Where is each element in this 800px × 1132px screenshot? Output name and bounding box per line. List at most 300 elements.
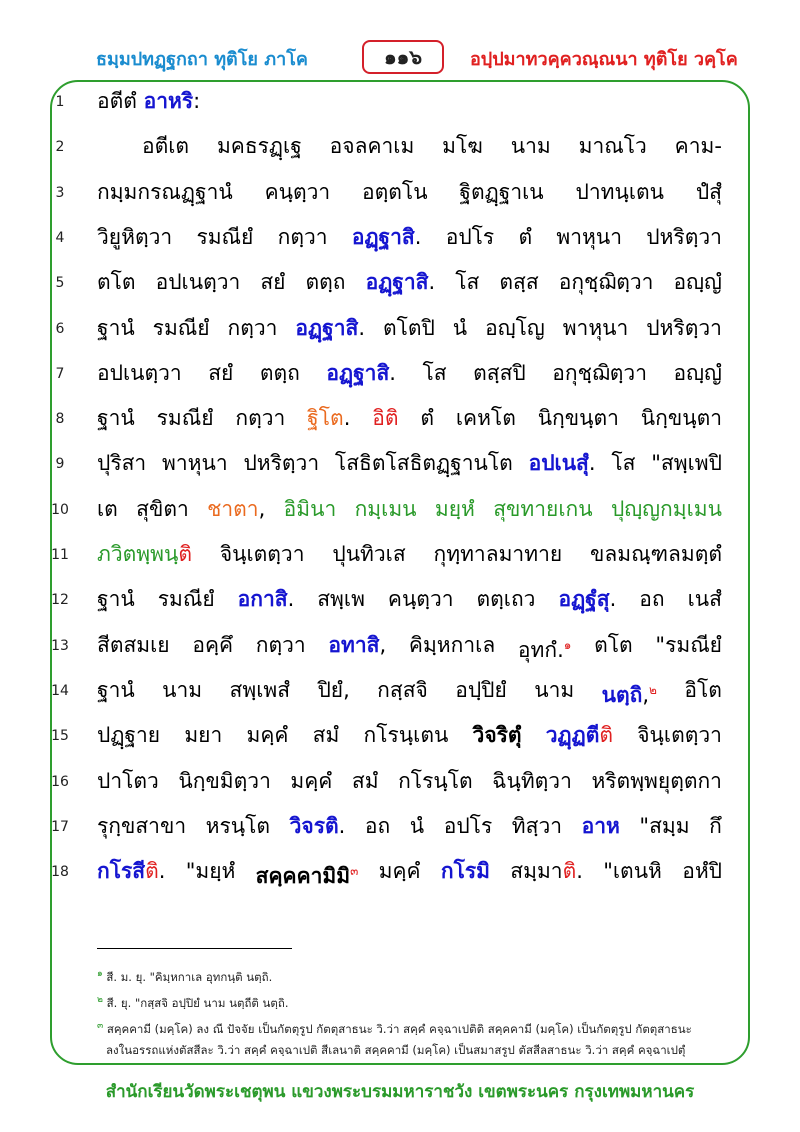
word-segment: อทาสิ bbox=[328, 632, 380, 657]
word-segment: ชาตา bbox=[207, 496, 259, 521]
word bbox=[220, 539, 305, 569]
word bbox=[238, 584, 295, 614]
word-segment: เคหโต bbox=[455, 406, 516, 431]
word-segment: อาหริ bbox=[143, 89, 194, 113]
word-segment: ปาทนฺเตน bbox=[575, 179, 664, 204]
word bbox=[688, 584, 722, 614]
word-segment: ตํ bbox=[420, 406, 434, 431]
word-segment: นาม bbox=[534, 677, 575, 702]
footnote-text: สี. ยุ. "กสฺสจิ อปฺปิยํ นาม นตฺถีติ นตฺถิ. bbox=[106, 995, 289, 1010]
footnote-rule bbox=[97, 948, 292, 949]
word-segment: วิจริตุํ bbox=[472, 723, 522, 748]
word bbox=[377, 675, 428, 710]
word-segment: กมฺเมน bbox=[354, 496, 417, 521]
word-segment: อฏฺฐาสิ bbox=[365, 270, 429, 295]
line-text bbox=[97, 720, 722, 750]
word bbox=[559, 267, 654, 297]
word bbox=[646, 313, 722, 343]
word-segment: ปหริตฺวา bbox=[646, 224, 722, 249]
word-segment: กสฺสจิ bbox=[377, 677, 428, 702]
word bbox=[409, 630, 495, 665]
word bbox=[611, 494, 722, 524]
word-segment: โส bbox=[455, 270, 480, 295]
word-segment: อหํปิ bbox=[682, 859, 722, 884]
word-segment: อญฺญํ bbox=[673, 270, 722, 295]
word bbox=[243, 448, 319, 478]
word-segment: มยฺหํ bbox=[434, 496, 475, 521]
word-segment: , bbox=[642, 682, 650, 707]
word-segment: ตโต bbox=[97, 270, 136, 295]
word bbox=[534, 675, 574, 710]
word-segment: คนฺตฺวา bbox=[264, 179, 331, 204]
word bbox=[602, 675, 657, 710]
word bbox=[192, 630, 233, 665]
word bbox=[235, 403, 285, 433]
word bbox=[153, 313, 210, 343]
word-segment: . bbox=[428, 270, 436, 295]
word-segment: อกุชฺฌิตฺวา bbox=[558, 270, 654, 295]
word-segment: "รมณียํ bbox=[655, 632, 722, 657]
word-segment: โสธิตโสธิตฏฺฐานโต bbox=[334, 451, 513, 476]
word-segment: สมํ bbox=[312, 723, 340, 748]
word-segment: คนฺตฺวา bbox=[387, 587, 454, 612]
word bbox=[682, 856, 722, 891]
footnote-text: สคฺคคามี (มคฺโค) ลง ณี ปัจจัย เป็นกัตตุรูป กัตตุสาธนะ วิ.ว่า สคฺคํ คจฺฉาเปติติ สคฺคคามี (มคฺโค) เป็นกัตตุรูป กัตตุสาธนะ bbox=[106, 1021, 692, 1036]
text-line bbox=[0, 313, 800, 343]
word-segment: โส bbox=[422, 360, 447, 385]
footnote-mark: ๓ bbox=[97, 1021, 104, 1031]
text-line bbox=[0, 539, 800, 569]
word bbox=[473, 358, 526, 388]
word bbox=[97, 494, 118, 524]
word bbox=[97, 720, 160, 750]
line-number: 1 bbox=[55, 94, 65, 110]
word-segment: นตฺถิ bbox=[601, 682, 643, 707]
word-segment: สยํ bbox=[260, 270, 286, 295]
word-segment: อฏฺฐํสุ bbox=[558, 587, 610, 612]
word bbox=[684, 675, 722, 710]
word-segment: คาม- bbox=[674, 134, 722, 159]
footnote-1 bbox=[97, 966, 272, 987]
footnote-text: สี. ม. ยุ. "คิมฺหกาเล อุทกนฺติ นตฺถิ. bbox=[106, 969, 273, 984]
word bbox=[186, 856, 236, 891]
word-segment: อตีเต bbox=[142, 134, 190, 159]
word bbox=[423, 358, 447, 388]
word bbox=[260, 267, 285, 297]
word bbox=[441, 856, 490, 891]
word bbox=[590, 539, 722, 569]
word-segment: อจลคาเม bbox=[329, 134, 415, 159]
word bbox=[260, 358, 300, 388]
word bbox=[265, 177, 331, 207]
word-segment: สคฺคคามิมิ bbox=[255, 864, 351, 889]
word-segment: , bbox=[379, 632, 387, 657]
text-line bbox=[0, 630, 800, 660]
text-line bbox=[0, 494, 800, 524]
line-text bbox=[97, 539, 722, 569]
word bbox=[552, 358, 647, 388]
line-text bbox=[97, 358, 722, 388]
line-text bbox=[97, 494, 722, 524]
word-segment: อถ bbox=[639, 587, 665, 612]
word-segment: ตโตปิ bbox=[382, 315, 435, 340]
word bbox=[295, 313, 365, 343]
footnote-mark: ๒ bbox=[97, 995, 103, 1005]
footnote-ref: ๒ bbox=[649, 682, 657, 697]
word-segment: พาหุนา bbox=[556, 224, 623, 249]
word-segment: โส bbox=[611, 451, 636, 476]
word-segment: อถ bbox=[364, 813, 391, 838]
word bbox=[144, 89, 201, 113]
text-line bbox=[0, 358, 800, 388]
word-segment: หริตพฺพยุตฺตกา bbox=[591, 768, 722, 793]
word-segment: อปเนตฺวา bbox=[97, 360, 182, 385]
word bbox=[142, 131, 189, 161]
word bbox=[442, 131, 483, 161]
word bbox=[256, 630, 306, 665]
word bbox=[446, 222, 495, 252]
word-segment: กตฺวา bbox=[255, 632, 306, 657]
footnote-2 bbox=[97, 992, 288, 1013]
line-text bbox=[97, 86, 722, 116]
line-number: 12 bbox=[51, 592, 69, 609]
word-segment: อปโร bbox=[445, 224, 495, 249]
line-text bbox=[97, 448, 722, 478]
word bbox=[511, 131, 551, 161]
word bbox=[499, 267, 538, 297]
text-line bbox=[0, 222, 800, 252]
text-line bbox=[0, 584, 800, 614]
word bbox=[355, 494, 417, 524]
word-segment: จินฺเตตฺวา bbox=[219, 542, 305, 566]
word bbox=[637, 720, 722, 750]
word-segment: : bbox=[193, 89, 201, 113]
word-segment: ฐานํ bbox=[97, 587, 135, 612]
word bbox=[455, 267, 479, 297]
word bbox=[208, 358, 233, 388]
word bbox=[365, 811, 390, 841]
word bbox=[651, 448, 722, 478]
word-segment: ฐิโต bbox=[307, 406, 344, 431]
word-segment: ตสฺส bbox=[499, 270, 539, 295]
word bbox=[230, 675, 291, 710]
word bbox=[97, 267, 136, 297]
text-line bbox=[0, 448, 800, 478]
word-segment: กึ bbox=[709, 813, 722, 838]
word-segment: กตฺวา bbox=[227, 315, 278, 340]
word-segment: ตตฺถ bbox=[305, 270, 346, 295]
word bbox=[563, 313, 629, 343]
word bbox=[156, 267, 241, 297]
word-segment: อปฺปิยํ bbox=[455, 677, 507, 702]
line-number: 3 bbox=[55, 184, 65, 201]
word bbox=[435, 494, 475, 524]
word-segment: ตโต bbox=[594, 632, 633, 657]
text-line bbox=[0, 766, 800, 796]
footer-institution: สำนักเรียนวัดพระเชตุพน แขวงพระบรมมหาราชวัง เขตพระนคร กรุงเทพมหานคร bbox=[105, 1082, 695, 1102]
word-segment: มาณโว bbox=[578, 134, 647, 159]
word bbox=[364, 720, 449, 750]
word-segment: มยา bbox=[184, 723, 223, 748]
word-segment: อฏฺฐาสิ bbox=[326, 360, 390, 385]
line-text bbox=[97, 856, 722, 891]
word-segment: "สมฺม bbox=[639, 813, 690, 838]
word-segment: สมฺมา bbox=[510, 859, 563, 884]
word-segment: รมณียํ bbox=[156, 406, 214, 431]
word bbox=[328, 630, 386, 665]
word bbox=[674, 358, 722, 388]
word bbox=[493, 494, 592, 524]
word bbox=[388, 584, 454, 614]
word bbox=[434, 539, 563, 569]
word-segment: คิมฺหกาเล bbox=[408, 632, 496, 657]
word-segment: อปเนสุํ bbox=[528, 451, 589, 476]
header-left-title: ธมฺมปทฏฺฐกถา ทุติโย ภาโค bbox=[96, 49, 308, 70]
word bbox=[217, 131, 302, 161]
line-text bbox=[97, 675, 722, 710]
word bbox=[97, 177, 233, 207]
word-segment: อาห bbox=[581, 813, 620, 838]
word-segment: สพฺเพ bbox=[317, 587, 365, 612]
word-segment: สีตสมเย bbox=[97, 632, 170, 657]
word bbox=[313, 720, 340, 750]
word-segment: นํ bbox=[409, 813, 425, 838]
line-number: 9 bbox=[55, 456, 65, 473]
word-segment: . bbox=[287, 587, 295, 612]
word bbox=[335, 448, 513, 478]
text-line bbox=[0, 177, 800, 207]
word-segment: ฐานํ bbox=[97, 677, 135, 702]
word bbox=[529, 448, 596, 478]
word-segment: นิกฺขมิตฺวา bbox=[178, 768, 271, 793]
text-line bbox=[0, 811, 800, 841]
line-text bbox=[97, 403, 722, 433]
word bbox=[307, 403, 350, 433]
word-segment: สุขทายเกน bbox=[493, 496, 593, 521]
word bbox=[196, 222, 253, 252]
word bbox=[444, 811, 493, 841]
word-segment: . bbox=[158, 859, 166, 884]
word-segment: "สพฺเพปิ bbox=[651, 451, 722, 476]
word bbox=[162, 675, 202, 710]
word-segment: . bbox=[414, 224, 422, 249]
word-segment: . bbox=[609, 587, 617, 612]
word bbox=[97, 313, 135, 343]
line-number: 5 bbox=[55, 275, 65, 292]
word bbox=[330, 131, 415, 161]
word bbox=[477, 584, 536, 614]
word-segment: ปหริตฺวา bbox=[243, 451, 320, 476]
word-segment: ติ bbox=[562, 859, 577, 884]
text-line bbox=[0, 403, 800, 433]
word-segment: จินฺเตตฺวา bbox=[637, 723, 722, 748]
line-number: 10 bbox=[51, 501, 69, 518]
word-segment: นิกฺขนฺตา bbox=[640, 406, 722, 431]
word bbox=[655, 630, 722, 665]
word bbox=[512, 811, 562, 841]
line-number: 11 bbox=[51, 547, 69, 563]
word-segment: รุกฺขสาขา bbox=[97, 813, 187, 838]
text-line bbox=[0, 675, 800, 705]
word-segment: กโรสี bbox=[97, 859, 146, 884]
word bbox=[579, 131, 647, 161]
word-segment: มโฆ bbox=[442, 134, 483, 159]
word-segment: อิมินา bbox=[283, 496, 337, 521]
text-line bbox=[0, 267, 800, 297]
word bbox=[97, 766, 159, 796]
word bbox=[510, 856, 583, 891]
word-segment: . bbox=[343, 406, 351, 431]
word bbox=[639, 811, 689, 841]
word bbox=[206, 811, 270, 841]
word-segment: มคฺคํ bbox=[246, 723, 289, 748]
word-segment: มคธรฏฺเฐ bbox=[216, 134, 302, 159]
line-text bbox=[97, 584, 722, 614]
word bbox=[290, 811, 346, 841]
word bbox=[97, 89, 144, 113]
word-segment: อฏฺฐาสิ bbox=[351, 224, 415, 249]
word bbox=[453, 313, 467, 343]
word bbox=[674, 267, 722, 297]
word-segment: นิกฺขนฺตา bbox=[537, 406, 619, 431]
word-segment: ปหริตฺวา bbox=[646, 315, 722, 340]
footnote-ref: ๓ bbox=[350, 864, 359, 879]
word bbox=[178, 766, 271, 796]
text-line bbox=[0, 131, 800, 161]
line-number: 15 bbox=[51, 728, 69, 745]
word bbox=[594, 630, 633, 665]
word bbox=[611, 448, 635, 478]
header-right-title: อปฺปมาทวคฺควณฺณนา ทุติโย วคฺโค bbox=[470, 49, 738, 70]
word-segment: สพฺเพสํ bbox=[229, 677, 291, 702]
text-line bbox=[0, 86, 800, 116]
word bbox=[646, 222, 722, 252]
word-segment: รมณียํ bbox=[152, 315, 210, 340]
word-segment: กุทฺทาลมาทาย bbox=[433, 542, 563, 566]
word-segment: เนสํ bbox=[687, 587, 722, 612]
word-segment: ปฏฺฐาย bbox=[97, 723, 161, 748]
word bbox=[97, 811, 186, 841]
word bbox=[352, 766, 379, 796]
word-segment: . bbox=[588, 451, 596, 476]
footnote-3 bbox=[97, 1018, 692, 1039]
word-segment: อตฺตโน bbox=[362, 179, 428, 204]
word-segment: ตสฺสปิ bbox=[473, 360, 526, 385]
line-number: 4 bbox=[55, 229, 65, 246]
word-segment: . bbox=[358, 315, 366, 340]
word-segment: นํ bbox=[452, 315, 468, 340]
footnote-text: ลงในอรรถแห่งตัสสีละ วิ.ว่า สคฺคํ คจฺฉาเปติ สีเลนาติ สคฺคคามี (มคฺโค) เป็นสมาสรูป ตัสสีลสาธนะ วิ.ว่า สคฺคํ คจฺฉาเปตุํ bbox=[106, 1043, 686, 1057]
word-segment: อฏฺฐาสิ bbox=[295, 315, 359, 340]
page-number-box: ๑๑๖ bbox=[362, 40, 444, 74]
word-segment: . bbox=[576, 859, 583, 884]
word-segment: ขลมณฺฑลมตฺตํ bbox=[590, 542, 722, 566]
word bbox=[459, 177, 543, 207]
word bbox=[473, 720, 522, 750]
word-segment: ติ bbox=[599, 723, 614, 748]
word bbox=[256, 856, 359, 891]
word bbox=[398, 766, 473, 796]
word-segment: ปํสุํ bbox=[695, 179, 722, 204]
word bbox=[97, 448, 146, 478]
word-segment: กโรนฺเตน bbox=[363, 723, 449, 748]
word-segment: มคฺคํ bbox=[290, 768, 333, 793]
word bbox=[97, 358, 182, 388]
word-segment: กโรนฺโต bbox=[398, 768, 473, 793]
word bbox=[518, 630, 571, 665]
word bbox=[306, 267, 346, 297]
word-segment: อุทกํ. bbox=[517, 637, 564, 662]
text-line bbox=[0, 856, 800, 889]
word bbox=[492, 766, 572, 796]
footnote-mark: ๑ bbox=[97, 969, 103, 979]
word bbox=[639, 584, 664, 614]
word bbox=[383, 313, 435, 343]
word bbox=[485, 313, 545, 343]
word-segment: ปุญฺญกมฺเมน bbox=[610, 496, 722, 521]
word-segment: อปเนตฺวา bbox=[155, 270, 241, 295]
word-segment: "เตนหิ bbox=[603, 859, 662, 884]
line-text bbox=[97, 222, 722, 252]
word bbox=[641, 403, 722, 433]
text-line bbox=[0, 720, 800, 750]
word-segment: อกาสิ bbox=[237, 587, 288, 612]
word-segment: มคฺคํ bbox=[378, 859, 421, 884]
line-number: 2 bbox=[55, 139, 65, 156]
word bbox=[184, 720, 222, 750]
word-segment: ฉินฺทิตฺวา bbox=[492, 768, 572, 793]
word bbox=[97, 539, 192, 569]
word-segment: พาหุนา bbox=[162, 451, 228, 476]
line-number: 16 bbox=[51, 773, 69, 790]
line-text bbox=[97, 766, 722, 796]
word-segment: วฏฺฏ bbox=[545, 723, 586, 748]
word bbox=[538, 403, 619, 433]
word-segment: อกุชฺฌิตฺวา bbox=[552, 360, 647, 385]
word-segment: อิติ bbox=[372, 406, 399, 431]
word-segment: , bbox=[258, 496, 266, 521]
word-segment: นาม bbox=[510, 134, 551, 159]
word bbox=[332, 539, 405, 569]
word bbox=[675, 131, 722, 161]
word bbox=[546, 720, 613, 750]
word-segment: ปิยํ, bbox=[317, 677, 350, 702]
word-segment: อปโร bbox=[443, 813, 493, 838]
line-text bbox=[97, 313, 722, 343]
word bbox=[518, 222, 532, 252]
word bbox=[207, 494, 265, 524]
word-segment: ทิสฺวา bbox=[511, 813, 563, 838]
line-text bbox=[97, 177, 722, 207]
word-segment: ติ bbox=[178, 542, 192, 566]
word-segment: กโรมิ bbox=[440, 859, 490, 884]
word-segment: . bbox=[338, 813, 346, 838]
word-segment: ตตฺเถว bbox=[476, 587, 536, 612]
word bbox=[456, 403, 516, 433]
word-segment: ภวิตพฺพนฺ bbox=[97, 542, 179, 566]
word-segment: ติ bbox=[145, 859, 159, 884]
word bbox=[372, 403, 398, 433]
word bbox=[278, 222, 328, 252]
word-segment: หรนฺโต bbox=[205, 813, 271, 838]
word bbox=[97, 222, 172, 252]
line-number: 8 bbox=[55, 411, 65, 428]
word-segment: ตตฺถ bbox=[259, 360, 300, 385]
line-text bbox=[97, 267, 722, 297]
word bbox=[558, 584, 616, 614]
word bbox=[136, 494, 189, 524]
word bbox=[97, 675, 135, 710]
